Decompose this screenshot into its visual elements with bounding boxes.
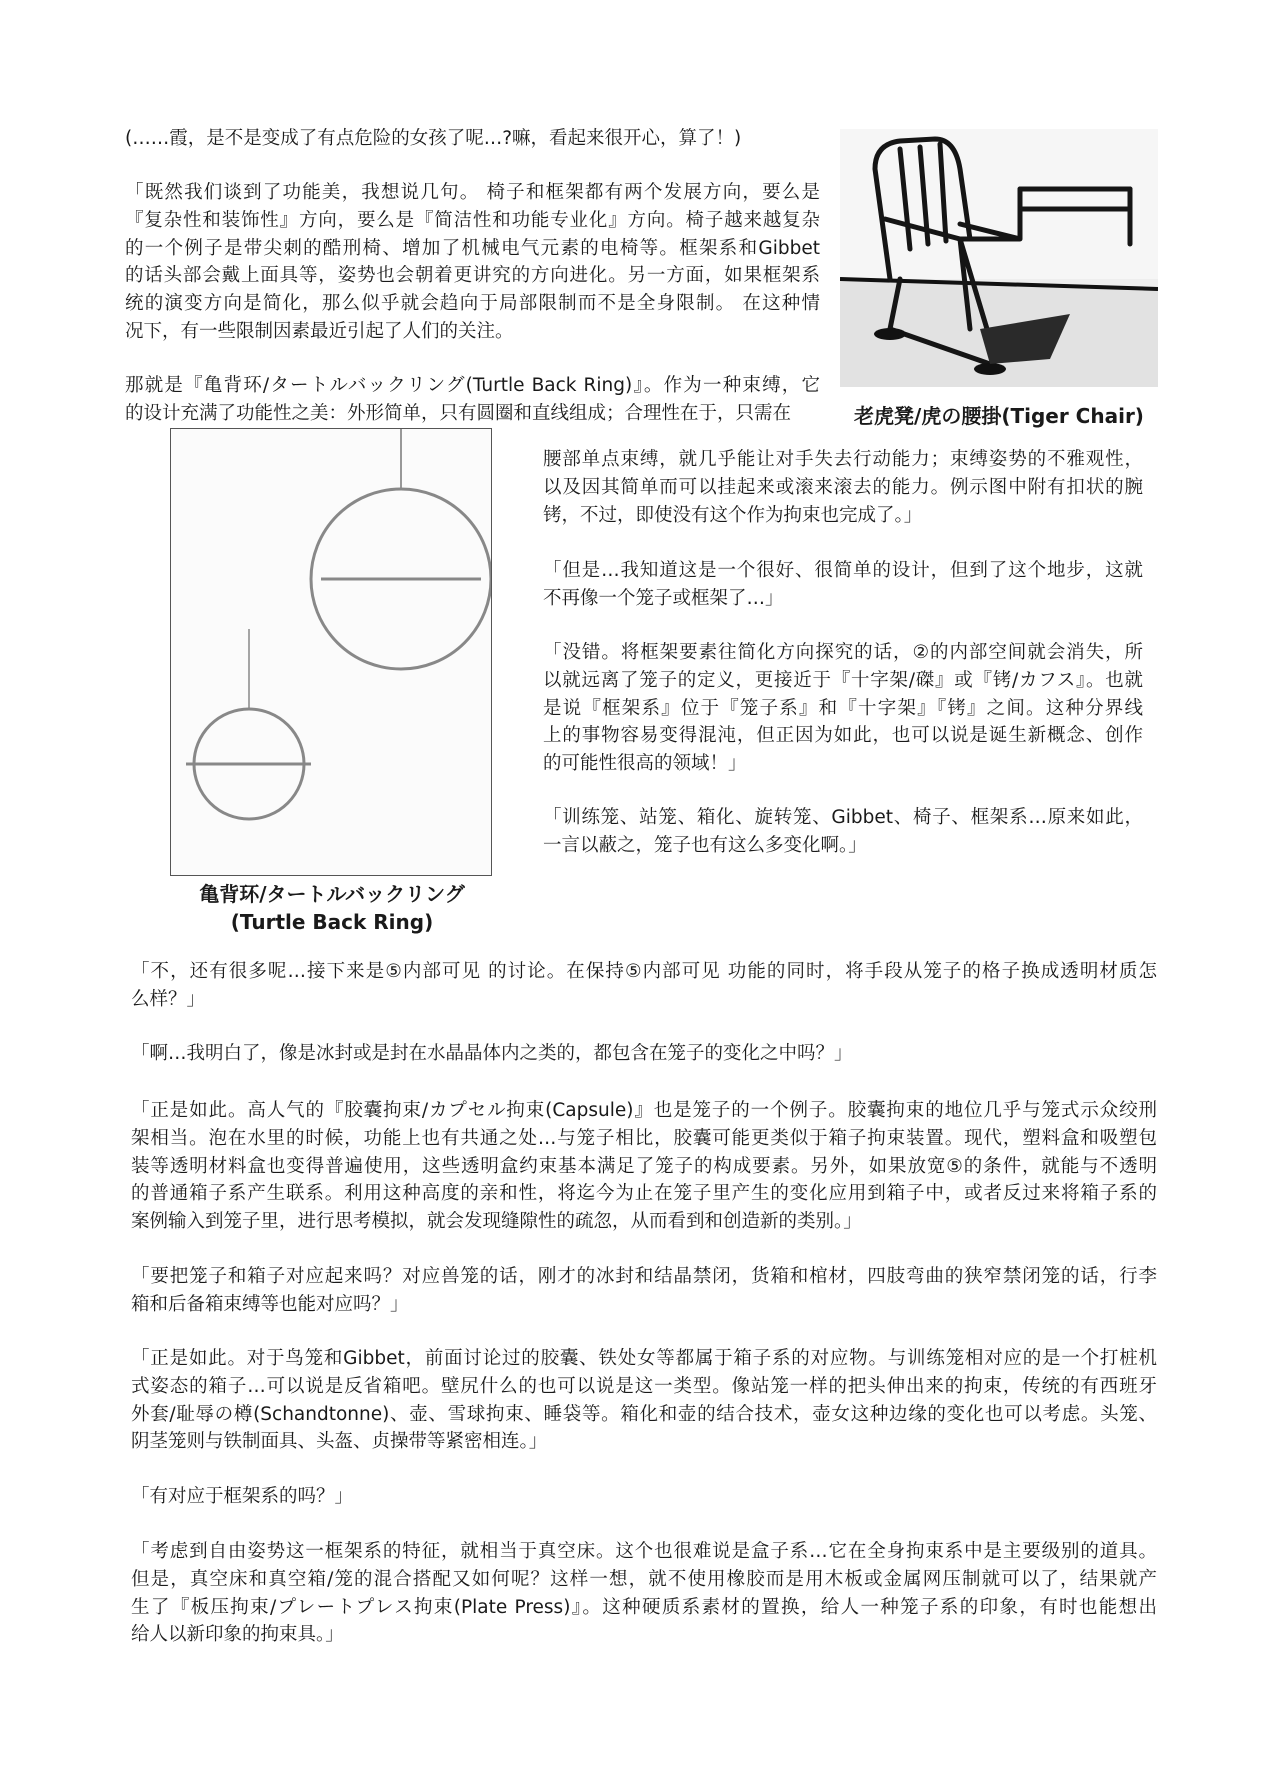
paragraph-p12	[131, 1538, 1157, 1649]
turtle-back-ring-illustration	[170, 428, 492, 876]
text-line: 腰部单点束缚，就几乎能让对手失去行动能力；束缚姿势的不雅观性，	[543, 449, 1143, 470]
text-line: 箱和后备箱束缚等也能对应吗？」	[131, 1293, 409, 1315]
turtle-caption-line-1: 亀背环/タートルバックリング	[199, 882, 465, 906]
text-line: 是说『框架系』位于『笼子系』和『十字架』『铐』之间。这种分界线	[543, 697, 1143, 719]
text-line: (……霞，是不是变成了有点危险的女孩了呢…?嘛，看起来很开心，算了！)	[125, 128, 742, 149]
text-line: 『复杂性和装饰性』方向，要么是『简洁性和功能专业化』方向。椅子越来越复杂	[125, 209, 820, 231]
text-line: 式姿态的箱子…可以说是反省箱吧。壁尻什么的也可以说是这一类型。像站笼一样的把头伸出来的拘束，传统的有西班牙	[131, 1375, 1157, 1397]
text-line: 「但是…我知道这是一个很好、很简单的设计，但到了这个地步，这就	[543, 560, 1143, 581]
text-line: 那就是『亀背环/タートルバックリング(Turtle Back Ring)』。作为一种束缚，它	[125, 375, 820, 396]
turtle-caption-line-2: (Turtle Back Ring)	[230, 910, 434, 934]
text-line: 「训练笼、站笼、箱化、旋转笼、Gibbet、椅子、框架系…原来如此，	[543, 807, 1143, 828]
paragraph-p0	[125, 125, 820, 153]
paragraph-p8	[131, 1097, 1157, 1236]
text-line: 况下，有一些限制因素最近引起了人们的关注。	[125, 320, 514, 342]
paragraph-p2	[125, 372, 820, 428]
text-line: 上的事物容易变得混沌，但正因为如此，也可以说是诞生新概念、创作	[543, 725, 1143, 747]
paragraph-p1	[125, 179, 820, 346]
text-line: 「考虑到自由姿势这一框架系的特征，就相当于真空床。这个也很难说是盒子系…它在全身拘束系中是主要级别的道具。	[131, 1541, 1157, 1562]
paragraph-p4	[543, 639, 1143, 778]
text-line: 统的演变方向是简化，那么似乎就会趋向于局部限制而不是全身限制。 在这种情	[125, 293, 820, 315]
text-line: 么样？」	[131, 988, 206, 1010]
text-line: 「既然我们谈到了功能美，我想说几句。 椅子和框架都有两个发展方向，要么是	[125, 182, 820, 203]
tiger-chair-photo	[840, 129, 1158, 387]
paragraph-p9	[131, 1263, 1157, 1319]
text-line: 「有对应于框架系的吗？」	[131, 1486, 354, 1507]
text-line: 「啊…我明白了，像是冰封或是封在水晶晶体内之类的，都包含在笼子的变化之中吗？」	[131, 1043, 853, 1064]
text-line: 「要把笼子和箱子对应起来吗？对应兽笼的话，刚才的冰封和结晶禁闭，货箱和棺材，四肢弯曲的狭窄禁闭笼的话，行李	[131, 1266, 1157, 1287]
text-line: 的话头部会戴上面具等，姿势也会朝着更讲究的方向进化。另一方面，如果框架系	[125, 265, 820, 287]
text-line: 生了『板压拘束/プレートプレス拘束(Plate Press)』。这种硬质系素材的置换，给人一种笼子系的印象，有时也能想出	[131, 1596, 1157, 1618]
text-line: 铐，不过，即使没有这个作为拘束也完成了。」	[543, 504, 923, 526]
text-line: 但是，真空床和真空箱/笼的混合搭配又如何呢？这样一想，就不使用橡胶而是用木板或金属网压制就可以了，结果就产	[131, 1568, 1157, 1590]
paragraph-p5	[543, 804, 1143, 860]
text-line: 的可能性很高的领域！」	[543, 753, 747, 775]
paragraph-p2b	[543, 446, 1143, 529]
text-line: 「正是如此。对于鸟笼和Gibbet，前面讨论过的胶囊、铁处女等都属于箱子系的对应物。与训练笼相对应的是一个打桩机	[131, 1348, 1157, 1369]
text-line: 给人以新印象的拘束具。」	[131, 1624, 344, 1646]
text-line: 架相当。泡在水里的时候，功能上也有共通之处…与笼子相比，胶囊可能更类似于箱子拘束装置。现代，塑料盒和吸塑包	[131, 1127, 1157, 1149]
text-line: 「不，还有很多呢…接下来是⑤内部可见 的讨论。在保持⑤内部可见 功能的同时，将手段从笼子的格子换成透明材质怎	[131, 961, 1157, 982]
text-line: 一言以蔽之，笼子也有这么多变化啊。」	[543, 834, 867, 856]
text-line: 以就远离了笼子的定义，更接近于『十字架/磔』或『铐/カフス』。也就	[543, 669, 1143, 691]
text-line: 不再像一个笼子或框架了…」	[543, 587, 784, 609]
paragraph-p3	[543, 557, 1143, 613]
text-line: 的一个例子是带尖刺的酷刑椅、增加了机械电气元素的电椅等。框架系和Gibbet	[125, 237, 820, 259]
text-line: 「正是如此。高人气的『胶囊拘束/カプセル拘束(Capsule)』也是笼子的一个例子。胶囊拘束的地位几乎与笼式示众绞刑	[131, 1100, 1157, 1121]
text-line: 外套/耻辱の樽(Schandtonne)、壶、雪球拘束、睡袋等。箱化和壶的结合技术，壶女这种边缘的变化也可以考虑。头笼、	[131, 1403, 1157, 1425]
text-line: 以及因其简单而可以挂起来或滚来滚去的能力。例示图中附有扣状的腕	[543, 476, 1143, 498]
text-line: 的设计充满了功能性之美：外形简单，只有圆圈和直线组成；合理性在于，只需在	[125, 402, 792, 424]
paragraph-p10	[131, 1345, 1157, 1456]
paragraph-p7	[131, 1040, 1157, 1068]
text-line: 阴茎笼则与铁制面具、头盔、贞操带等紧密相连。」	[131, 1431, 548, 1453]
paragraph-p11	[131, 1483, 1157, 1511]
paragraph-p6	[131, 958, 1157, 1014]
text-line: 「没错。将框架要素往简化方向探究的话，②的内部空间就会消失，所	[543, 642, 1143, 663]
text-line: 案例输入到笼子里，进行思考模拟，就会发现缝隙性的疏忽，从而看到和创造新的类别。」	[131, 1211, 862, 1233]
turtle-back-ring-caption	[150, 880, 514, 936]
text-line: 装等透明材料盒也变得普遍使用，这些透明盒约束基本满足了笼子的构成要素。另外，如果放宽⑤的条件，就能与不透明	[131, 1155, 1157, 1177]
text-line: 的普通箱子系产生联系。利用这种高度的亲和性，将迄今为止在笼子里产生的变化应用到箱子中，或者反过来将箱子系的	[131, 1183, 1157, 1205]
tiger-chair-caption: 老虎凳/虎の腰掛(Tiger Chair)	[854, 404, 1144, 428]
